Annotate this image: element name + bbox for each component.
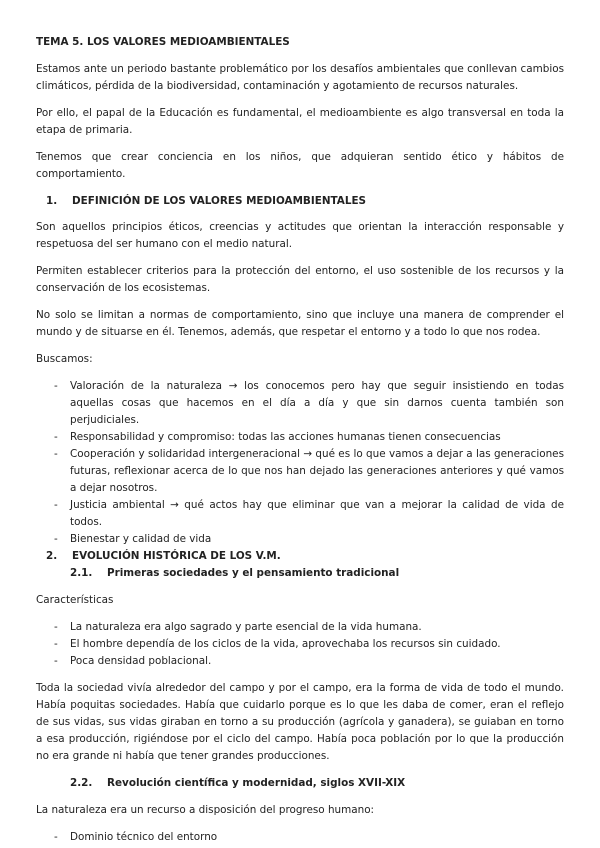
dash-bullet: - — [54, 655, 58, 667]
dash-bullet: - — [54, 638, 58, 650]
subsection-2-1-heading — [36, 565, 564, 582]
list-item: - Valoración de la naturaleza → los conocemos pero hay que seguir insistiendo en todas aquellas cosas que hacemos en el día a día y que sin darnos cuenta también son perjudiciales. — [54, 380, 564, 426]
section-1-paragraph: Son aquellos principios éticos, creencias y actitudes que orientan la interacción responsable y respetuosa del ser humano con el medio natural. — [36, 221, 564, 250]
document-title: TEMA 5. LOS VALORES MEDIOAMBIENTALES — [36, 36, 290, 48]
list-item: - Responsabilidad y compromiso: todas las acciones humanas tienen consecuencias — [36, 429, 564, 446]
characteristics-label: Características — [36, 594, 114, 606]
section-title: DEFINICIÓN DE LOS VALORES MEDIOAMBIENTALES — [72, 195, 367, 207]
subsection-2-2-heading — [36, 775, 564, 792]
intro-paragraph: Estamos ante un periodo bastante problemático por los desafíos ambientales que conllevan cambios climáticos, pérdida de la biodiversidad, contaminación y agotamiento de recursos naturales. — [36, 63, 564, 92]
section-1-paragraph: Permiten establecer criterios para la protección del entorno, el uso sostenible de los recursos y la conservación de los ecosistemas. — [36, 265, 564, 294]
subsection-2-1-paragraph: Toda la sociedad vivía alrededor del campo y por el campo, era la forma de vida de todo el mundo. Había poquitas sociedades. Había que cuidarlo porque es lo que les daba de comer, eran el reflejo de sus vidas, sus vidas giraban en torno a su producción (agrícola y ganadera), se guiaban en torno a esa producción, rigiéndose por el ciclo del campo. Había poca población por lo que la producción no era grande ni había que tener grandes producciones. — [36, 682, 564, 762]
section-2-heading — [36, 548, 564, 565]
section-number: 2. — [46, 550, 58, 562]
characteristics-list — [36, 619, 564, 670]
section-title: EVOLUCIÓN HISTÓRICA DE LOS V.M. — [72, 550, 281, 562]
subsection-2-2-paragraph: La naturaleza era un recurso a disposición del progreso humano: — [36, 804, 375, 816]
list-item: - Justicia ambiental → qué actos hay que eliminar que van a mejorar la calidad de vida de todos. — [54, 499, 564, 528]
list-item: - Dominio técnico del entorno — [36, 829, 564, 846]
list-item: - Cooperación y solidaridad intergeneracional → qué es lo que vamos a dejar a las generaciones futuras, reflexionar acerca de lo que nos han dejado las generaciones anteriores y qué vamos a dejar nosotros. — [54, 448, 564, 494]
dash-bullet: - — [54, 499, 58, 511]
list-item: - El hombre dependía de los ciclos de la vida, aprovechaba los recursos sin cuidado. — [36, 636, 564, 653]
dash-bullet: - — [54, 448, 58, 460]
subsection-title: Revolución científica y modernidad, siglos XVII-XIX — [107, 777, 406, 789]
modernity-list — [36, 829, 564, 846]
dash-bullet: - — [54, 431, 58, 443]
section-1-paragraph: No solo se limitan a normas de comportamiento, sino que incluye una manera de comprender el mundo y de situarse en él. Tenemos, además, que respetar el entorno y a todo lo que nos rodea. — [36, 309, 564, 338]
values-list — [36, 378, 564, 548]
list-item: - Poca densidad poblacional. — [36, 653, 564, 670]
section-number: 1. — [46, 195, 58, 207]
intro-paragraph: Tenemos que crear conciencia en los niños, que adquieran sentido ético y hábitos de comportamiento. — [36, 151, 564, 180]
section-1-heading — [36, 193, 564, 210]
dash-bullet: - — [54, 621, 58, 633]
dash-bullet: - — [54, 380, 58, 392]
subsection-number: 2.2. — [70, 777, 93, 789]
subsection-number: 2.1. — [70, 567, 93, 579]
subsection-title: Primeras sociedades y el pensamiento tradicional — [107, 567, 400, 579]
dash-bullet: - — [54, 831, 58, 843]
list-item: - Bienestar y calidad de vida — [36, 531, 564, 548]
list-item: - La naturaleza era algo sagrado y parte esencial de la vida humana. — [36, 619, 564, 636]
dash-bullet: - — [54, 533, 58, 545]
intro-paragraph: Por ello, el papal de la Educación es fundamental, el medioambiente es algo transversal en toda la etapa de primaria. — [36, 107, 564, 136]
section-1-paragraph: Buscamos: — [36, 353, 93, 365]
